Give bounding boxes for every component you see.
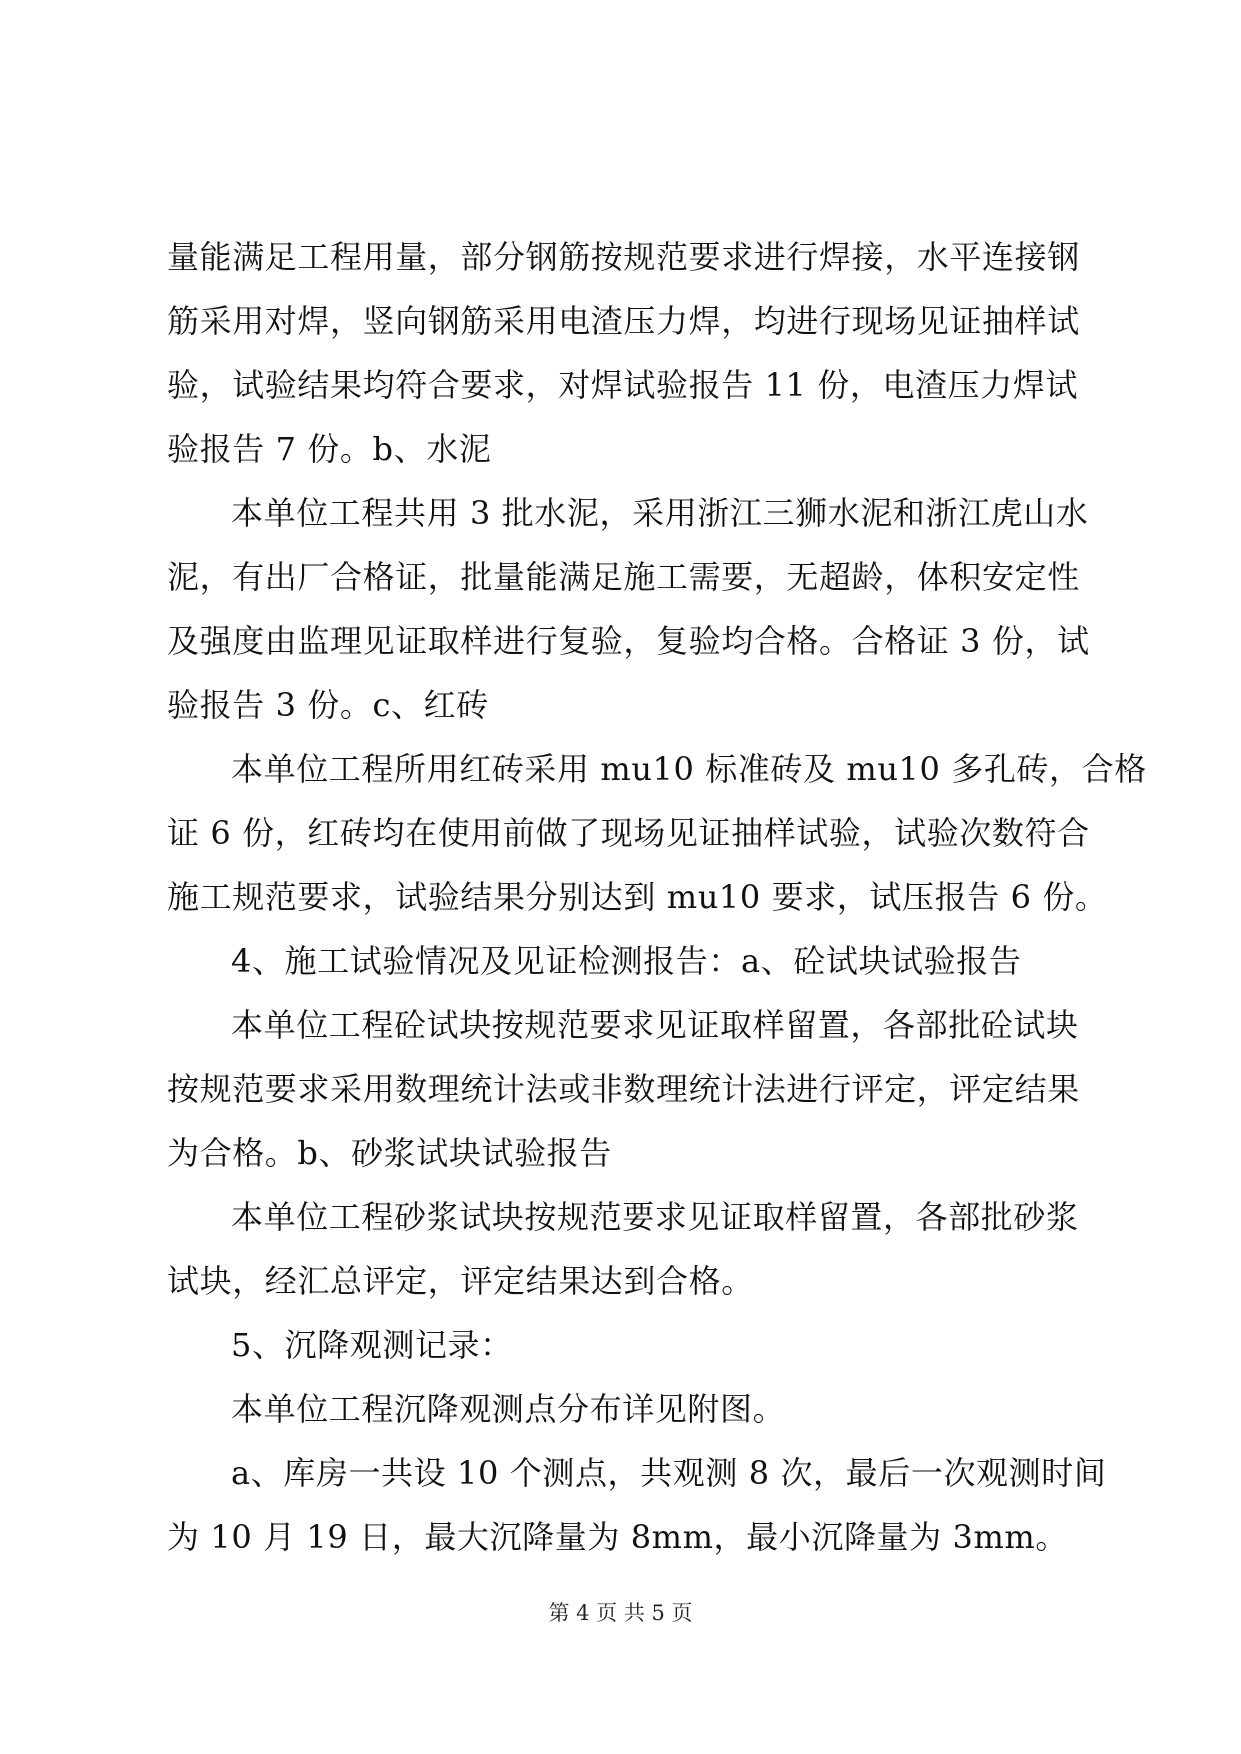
text-line: 按规范要求采用数理统计法或非数理统计法进行评定，评定结果 bbox=[167, 1070, 1080, 1108]
text-line: 验，试验结果均符合要求，对焊试验报告 11 份，电渣压力焊试 bbox=[167, 366, 1079, 404]
page-number-label: 第 4 页 共 5 页 bbox=[548, 1601, 693, 1625]
text-line: 施工规范要求，试验结果分别达到 mu10 要求，试压报告 6 份。 bbox=[167, 878, 1108, 916]
paragraph-start-line: a、库房一共设 10 个测点，共观测 8 次，最后一次观测时间 bbox=[231, 1454, 1107, 1492]
text-line: 验报告 7 份。b、水泥 bbox=[167, 430, 492, 468]
paragraph-start-line: 本单位工程砂浆试块按规范要求见证取样留置，各部批砂浆 bbox=[231, 1198, 1079, 1236]
text-line: 泥，有出厂合格证，批量能满足施工需要，无超龄，体积安定性 bbox=[167, 558, 1080, 596]
paragraph-start-line: 本单位工程共用 3 批水泥，采用浙江三狮水泥和浙江虎山水 bbox=[231, 494, 1089, 532]
text-line: 及强度由监理见证取样进行复验，复验均合格。合格证 3 份，试 bbox=[167, 622, 1090, 660]
text-line: 验报告 3 份。c、红砖 bbox=[167, 686, 489, 724]
body-text bbox=[167, 225, 1147, 1569]
text-line: 试块，经汇总评定，评定结果达到合格。 bbox=[167, 1262, 754, 1300]
page-footer bbox=[0, 1598, 1241, 1628]
text-line: 量能满足工程用量，部分钢筋按规范要求进行焊接，水平连接钢 bbox=[167, 238, 1080, 276]
section-heading-line: 4、施工试验情况及见证检测报告：a、砼试块试验报告 bbox=[231, 942, 1022, 980]
text-line: 证 6 份，红砖均在使用前做了现场见证抽样试验，试验次数符合 bbox=[167, 814, 1090, 852]
text-line: 为 10 月 19 日，最大沉降量为 8mm，最小沉降量为 3mm。 bbox=[167, 1518, 1068, 1556]
paragraph-start-line: 本单位工程砼试块按规范要求见证取样留置，各部批砼试块 bbox=[231, 1006, 1079, 1044]
text-line: 筋采用对焊，竖向钢筋采用电渣压力焊，均进行现场见证抽样试 bbox=[167, 302, 1080, 340]
section-heading-line: 5、沉降观测记录： bbox=[231, 1326, 513, 1364]
paragraph-start-line: 本单位工程沉降观测点分布详见附图。 bbox=[231, 1390, 786, 1428]
paragraph-start-line: 本单位工程所用红砖采用 mu10 标准砖及 mu10 多孔砖，合格 bbox=[231, 750, 1147, 788]
text-line: 为合格。b、砂浆试块试验报告 bbox=[167, 1134, 612, 1172]
